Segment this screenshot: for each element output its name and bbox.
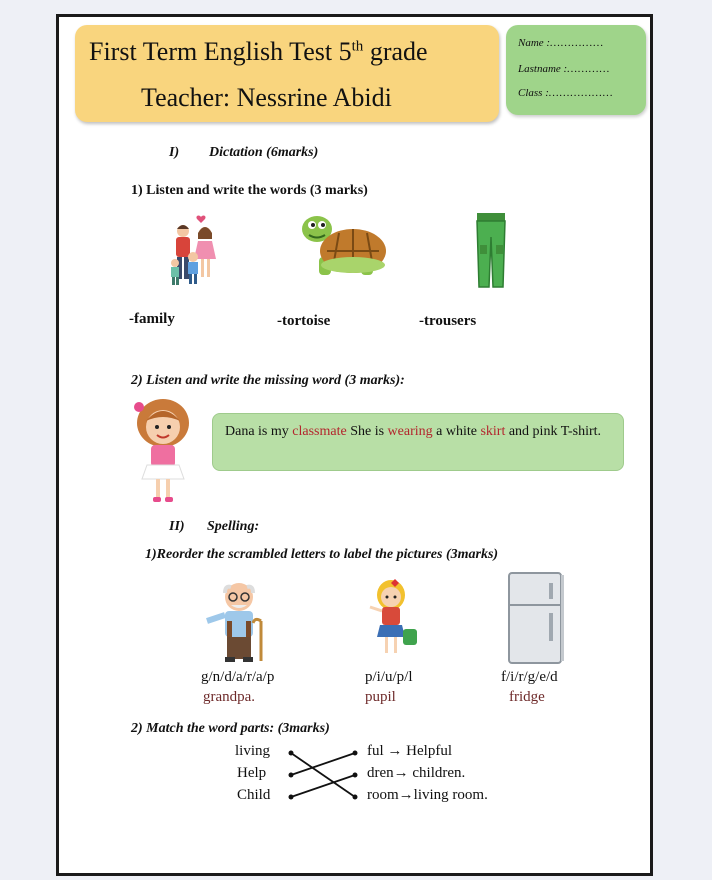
- question-2-2: 2) Match the word parts: (3marks): [131, 721, 330, 736]
- matching-lines: [285, 745, 361, 805]
- section2-title: Spelling:: [207, 519, 260, 534]
- missing-word-classmate: classmate: [292, 424, 347, 439]
- match-right-room: room→living room.: [367, 787, 488, 803]
- test-title: First Term English Test 5th grade: [89, 37, 428, 66]
- lastname-field[interactable]: Lastname :…………: [518, 63, 611, 75]
- sentence-box: Dana is my classmate She is wearing a white skirt and pink T-shirt.: [212, 413, 624, 471]
- section1-numeral: I): [169, 145, 180, 160]
- pupil-picture: [365, 575, 421, 663]
- question-2-1: 1)Reorder the scrambled letters to label the pictures (3marks): [145, 547, 499, 562]
- missing-word-skirt: skirt: [480, 424, 506, 439]
- match-right-dren: dren→ children.: [367, 765, 466, 781]
- tortoise-picture: [297, 209, 389, 283]
- girl-picture: [129, 395, 197, 507]
- family-picture: [163, 213, 225, 289]
- student-info-box: [506, 25, 646, 115]
- answer-grandpa: grandpa.: [203, 689, 256, 705]
- question-1-1: 1) Listen and write the words (3 marks): [131, 183, 368, 198]
- question-1-2: 2) Listen and write the missing word (3 marks):: [131, 373, 405, 388]
- match-right-ful: ful → Helpful: [367, 743, 452, 759]
- fridge-picture: [505, 571, 565, 667]
- match-left-help: Help: [237, 765, 267, 781]
- grandpa-picture: [203, 577, 273, 665]
- scrambled-grandpa: g/n/d/a/r/a/p: [201, 669, 275, 685]
- class-field[interactable]: Class :………………: [518, 87, 614, 99]
- teacher-name: Teacher: Nessrine Abidi: [141, 83, 392, 112]
- section1-title: Dictation (6marks): [209, 145, 319, 160]
- worksheet-page: [56, 14, 653, 876]
- match-left-child: Child: [237, 787, 271, 803]
- scrambled-pupil: p/i/u/p/l: [365, 669, 413, 685]
- scrambled-fridge: f/i/r/g/e/d: [501, 669, 558, 685]
- word-tortoise: -tortoise: [277, 313, 331, 329]
- answer-pupil: pupil: [365, 689, 396, 705]
- answer-fridge: fridge: [509, 689, 545, 705]
- match-left-living: living: [235, 743, 271, 759]
- word-trousers: -trousers: [419, 313, 477, 329]
- title-box: [75, 25, 499, 122]
- name-field[interactable]: Name :……………: [518, 37, 604, 49]
- word-family: -family: [129, 311, 175, 327]
- missing-word-wearing: wearing: [387, 424, 433, 439]
- trousers-picture: [471, 211, 511, 289]
- section2-numeral: II): [169, 519, 185, 534]
